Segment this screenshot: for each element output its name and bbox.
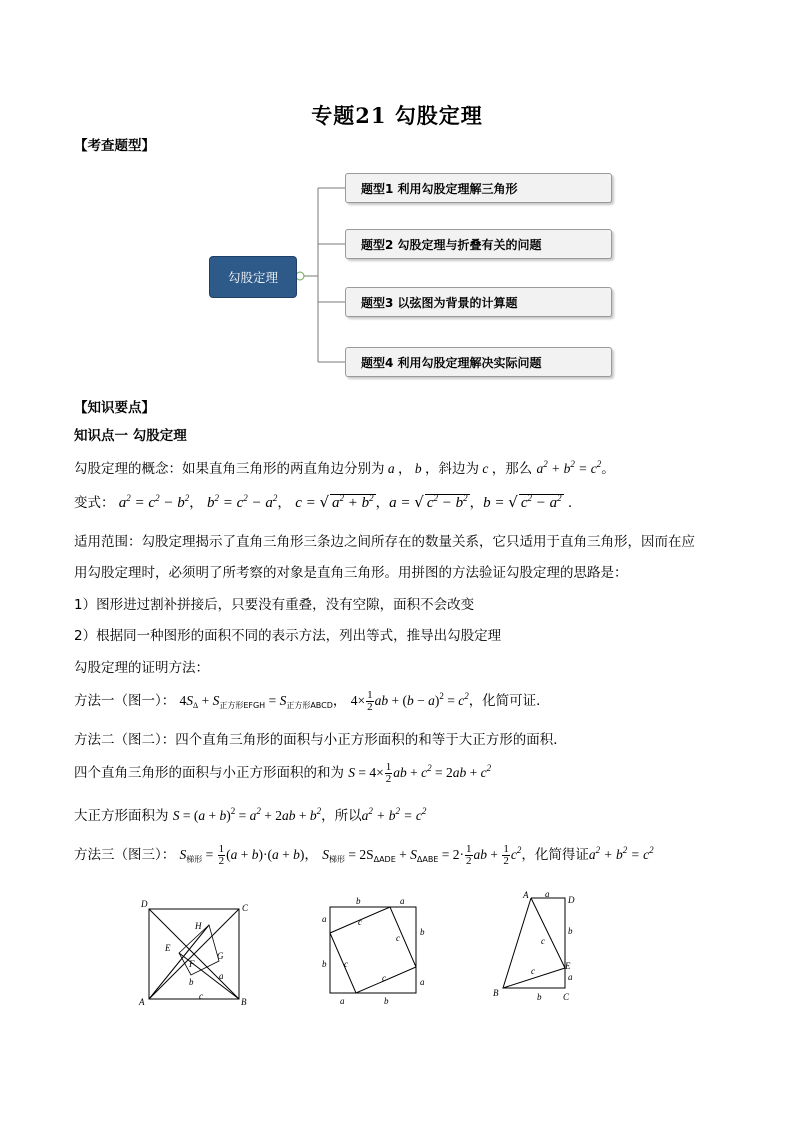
section-exam-types: 【考查题型】 <box>74 138 155 154</box>
method-2: 方法二（图二）：四个直角三角形的面积与小正方形面积的和等于大正方形的面积． <box>74 732 567 748</box>
figure-2 <box>318 895 433 1005</box>
fig1-label: H <box>195 921 202 931</box>
method-2-line-2: 四个直角三角形的面积与小正方形面积的和为 S = 4× $\frac{1}{2}$ ab + $c^2 = 2ab + c^2$ <box>74 760 492 785</box>
fig3-label: E <box>565 961 571 971</box>
scope-line-1: 适用范围：勾股定理揭示了直角三角形三条边之间所存在的数量关系，它只适用于直角三角形，因而在应 <box>74 534 695 550</box>
fig3-label: c <box>531 966 535 976</box>
fig2-label: b <box>384 996 389 1005</box>
mindmap-item-3: 题型3 以弦图为背景的计算题 <box>345 287 612 317</box>
fig2-label: b <box>420 927 425 937</box>
fig2-label: a <box>420 977 425 987</box>
figure-1 <box>135 895 255 1010</box>
method-3: 方法三（图三）： $S_{梯形}$ = $\frac{1}{2}$ (a + b)·(a + b)， $S_{梯形} = 2S_{\Delta ADE} + S_{\Delta ABE} = 2\cdot$ $\frac{1}{2}$ ab + $\frac{1}{2}$ $c^2$，化简得证$a^2 + b^2 = c^2$ <box>74 842 654 867</box>
mindmap-root: 勾股定理 <box>209 256 297 298</box>
page-title: 专题21 勾股定理 <box>311 103 483 128</box>
fig2-label: b <box>356 896 361 906</box>
knowledge-point-title: 知识点一 勾股定理 <box>74 428 187 444</box>
fig1-label: E <box>165 943 171 953</box>
fig2-label: c <box>382 973 386 983</box>
idea-1: 1）图形进过割补拼接后，只要没有重叠，没有空隙，面积不会改变 <box>74 597 475 613</box>
mindmap-item-1: 题型1 利用勾股定理解三角形 <box>345 173 612 203</box>
fig1-label: B <box>241 997 247 1007</box>
fig3-label: c <box>541 936 545 946</box>
fig3-label: a <box>545 889 550 899</box>
method-2-line-3: 大正方形面积为 $S = (a + b)^2 = a^2 + 2ab + b^2$，所以$a^2 + b^2 = c^2$ <box>74 806 427 824</box>
fig3-label: C <box>563 992 570 1002</box>
fig3-label: D <box>568 895 575 905</box>
fig3-label: B <box>493 988 499 998</box>
fig2-label: a <box>340 996 345 1005</box>
fig3-label: A <box>523 890 529 900</box>
fig1-label: D <box>141 899 148 909</box>
fig1-label: C <box>242 903 249 913</box>
fig2-label: a <box>400 896 405 906</box>
fig3-label: a <box>568 972 573 982</box>
figure-3 <box>485 888 585 1008</box>
fig2-label: c <box>396 933 400 943</box>
fig1-label: c <box>199 991 203 1001</box>
variant-line: 变式： $a^2 = c^2 - b^2$， $b^2 = c^2 - a^2$， c = √ $a^2 + b^2$ ，a = √ $c^2 - b^2$ ，b = √ $c^2 - a^2$ . <box>74 493 573 511</box>
fig2-label: c <box>344 959 348 969</box>
fig1-label: b <box>189 977 194 987</box>
fig3-label: b <box>568 926 573 936</box>
mindmap-item-2: 题型2 勾股定理与折叠有关的问题 <box>345 229 612 259</box>
fig1-label: G <box>217 951 224 961</box>
method-1: 方法一（图一）： $4S_\Delta + S_{正方形EFGH} = S_{正方形ABCD}$， 4× $\frac{1}{2}$ ab + $(b - a)^2 = c^2$，化简可证． <box>74 688 550 713</box>
proof-methods-label: 勾股定理的证明方法： <box>74 660 209 676</box>
fig2-label: c <box>358 917 362 927</box>
mindmap-item-4: 题型4 利用勾股定理解决实际问题 <box>345 347 612 377</box>
fig3-label: b <box>537 992 542 1002</box>
idea-2: 2）根据同一种图形的面积不同的表示方法，列出等式，推导出勾股定理 <box>74 628 502 644</box>
fig2-label: a <box>322 914 327 924</box>
fig1-label: F <box>189 959 195 969</box>
concept-line: 勾股定理的概念：如果直角三角形的两直角边分别为 a ， b ，斜边为 c ，那么 $a^2 + b^2 = c^2$。 <box>74 459 615 477</box>
fig1-label: A <box>139 997 145 1007</box>
scope-line-2: 用勾股定理时，必须明了所考察的对象是直角三角形。用拼图的方法验证勾股定理的思路是： <box>74 565 628 581</box>
fig1-label: a <box>219 971 224 981</box>
section-knowledge: 【知识要点】 <box>74 400 155 416</box>
fig2-label: b <box>322 959 327 969</box>
